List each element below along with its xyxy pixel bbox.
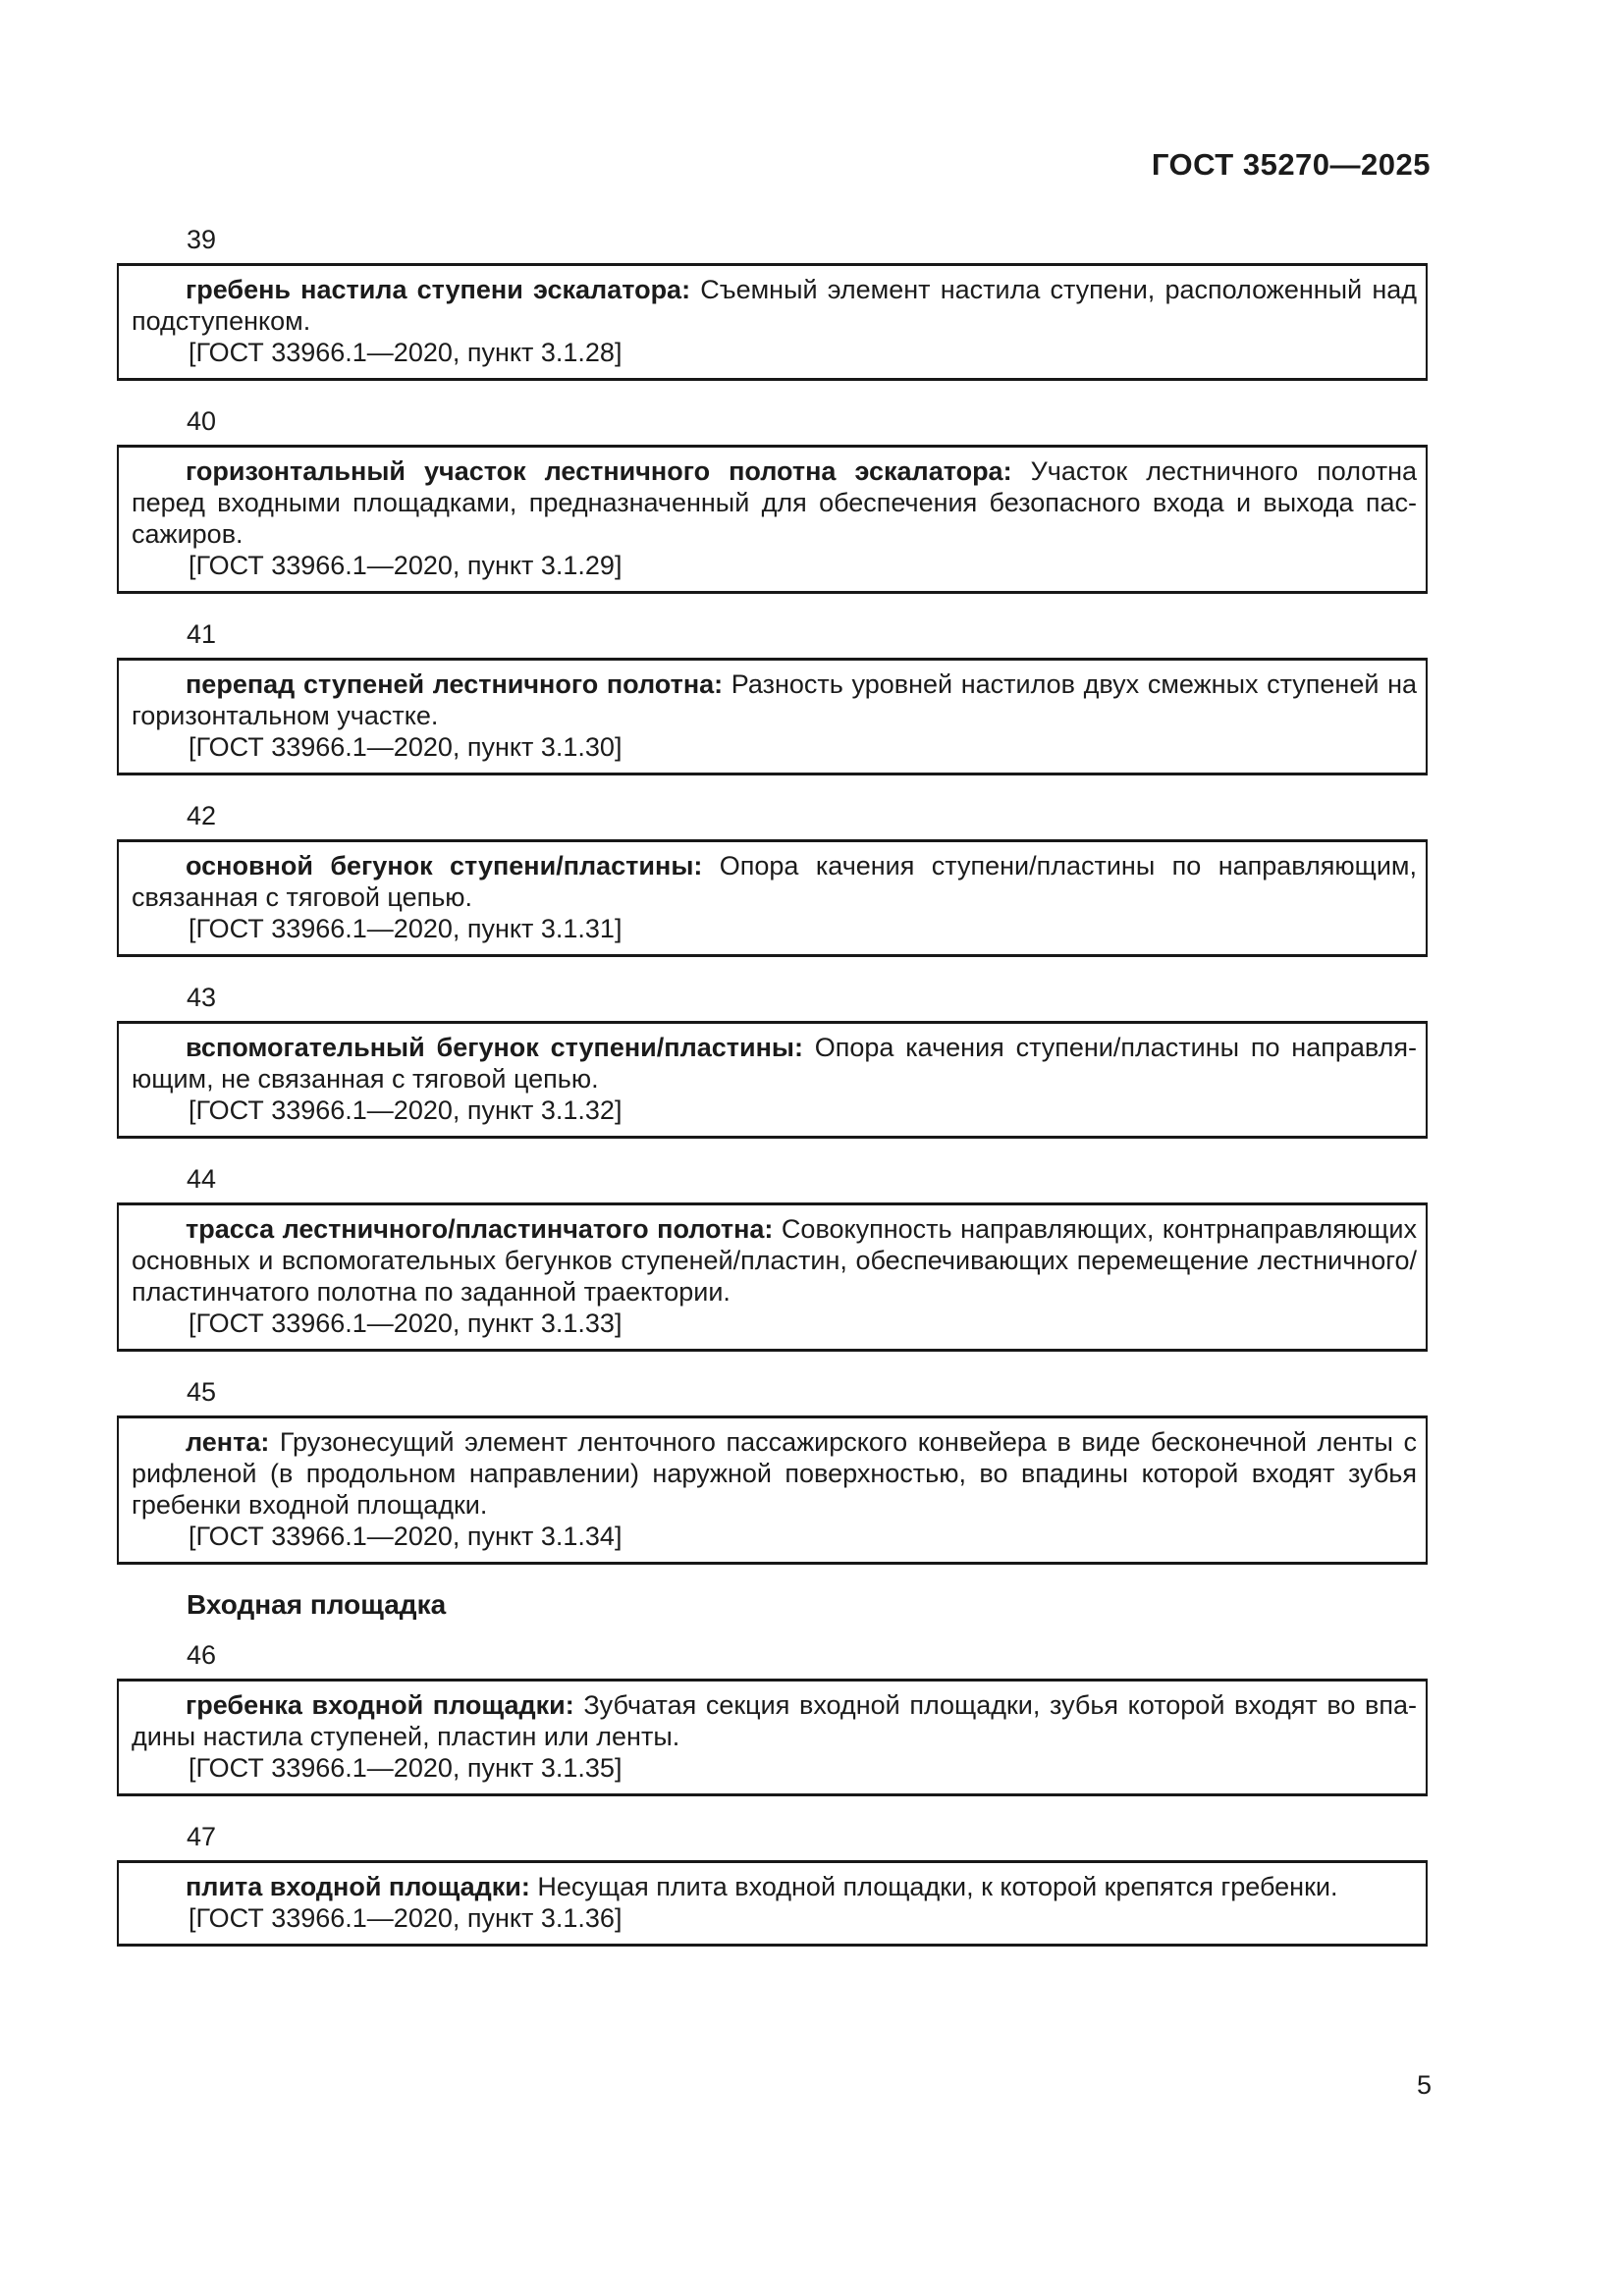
definition-box (117, 1415, 1428, 1565)
item-number: 46 (187, 1640, 217, 1670)
source-reference: [ГОСТ 33966.1—2020, пункт 3.1.28] (189, 338, 623, 367)
term-definition (132, 1032, 1417, 1095)
term-name: трасса лестничного/пластинчатого полотна: (186, 1214, 774, 1244)
source-reference: [ГОСТ 33966.1—2020, пункт 3.1.34] (189, 1522, 623, 1551)
term-item (117, 620, 1428, 775)
item-number: 42 (187, 801, 217, 830)
source-reference: [ГОСТ 33966.1—2020, пункт 3.1.29] (189, 551, 623, 580)
item-number: 47 (187, 1822, 217, 1851)
definition-box (117, 1860, 1428, 1947)
term-name: вспомогательный бегунок ступени/пластины: (186, 1033, 803, 1062)
definition-text: Участок лестничного полотна перед входными площадками, предназначенный для обеспечения безопасного входа и выхода пассажиров. (132, 456, 1418, 549)
section-heading: Входная площадка (187, 1589, 447, 1620)
term-definition (132, 850, 1417, 913)
definition-box (117, 839, 1428, 957)
source-reference: [ГОСТ 33966.1—2020, пункт 3.1.36] (189, 1903, 623, 1933)
source-reference: [ГОСТ 33966.1—2020, пункт 3.1.31] (189, 914, 623, 943)
definition-box (117, 445, 1428, 594)
term-name: гребенка входной площадки: (186, 1690, 574, 1720)
source-reference: [ГОСТ 33966.1—2020, пункт 3.1.35] (189, 1753, 623, 1783)
definition-box (117, 658, 1428, 775)
definition-text: Грузонесущий элемент ленточного пассажирского конвейера в виде бесконечной ленты с рифленой (в продольном направлении) наружной поверхностью, во впадины которой входят зубья гребенки входной площадки. (132, 1427, 1417, 1520)
running-header: ГОСТ 35270—2025 (1151, 147, 1431, 182)
term-definition (132, 668, 1417, 731)
definition-text: Разность уровней настилов двух смежных ступеней на горизонтальном участке. (132, 669, 1418, 730)
term-name: лента: (186, 1427, 270, 1457)
source-reference: [ГОСТ 33966.1—2020, пункт 3.1.32] (189, 1095, 623, 1125)
term-definition (132, 1689, 1417, 1752)
item-number: 41 (187, 619, 217, 649)
term-name: плита входной площадки: (186, 1872, 530, 1901)
term-definition (132, 1426, 1417, 1521)
item-number: 40 (187, 406, 217, 436)
definition-text: Съемный элемент настила ступени, расположенный над подступенком. (132, 275, 1418, 336)
definition-box (117, 1679, 1428, 1796)
source-reference: [ГОСТ 33966.1—2020, пункт 3.1.33] (189, 1308, 623, 1338)
term-definition (132, 1213, 1417, 1308)
item-number: 39 (187, 225, 217, 254)
term-name: горизонтальный участок лестничного полотна эскалатора: (186, 456, 1012, 486)
page-number: 5 (1416, 2070, 1432, 2100)
term-item (117, 407, 1428, 594)
item-number: 43 (187, 983, 217, 1012)
definition-text: Зубчатая секция входной площадки, зубья которой входят во впадины настила ступеней, пластин или ленты. (132, 1690, 1417, 1751)
term-definition (132, 1871, 1417, 1902)
term-name: гребень настила ступени эскалатора: (186, 275, 691, 304)
term-item (117, 1641, 1428, 1796)
definition-box (117, 1202, 1428, 1352)
term-item (117, 802, 1428, 957)
term-item (117, 226, 1428, 381)
definition-text: Несущая плита входной площадки, к которой крепятся гребенки. (529, 1872, 1338, 1901)
term-name: перепад ступеней лестничного полотна: (186, 669, 724, 699)
item-number: 44 (187, 1164, 217, 1194)
term-definition (132, 274, 1417, 337)
term-item (117, 984, 1428, 1139)
definition-box (117, 1021, 1428, 1139)
term-name: основной бегунок ступени/пластины: (186, 851, 703, 881)
terms-section (117, 211, 1428, 1947)
definition-box (117, 263, 1428, 381)
term-item (117, 1165, 1428, 1352)
term-item (117, 1823, 1428, 1947)
term-item (117, 1378, 1428, 1565)
term-definition (132, 455, 1417, 550)
definition-text: Опора качения ступени/пластины по направляющим, не связанная с тяговой цепью. (132, 1033, 1417, 1094)
definition-text: Опора качения ступени/пластины по направляющим, связанная с тяговой цепью. (132, 851, 1417, 912)
source-reference: [ГОСТ 33966.1—2020, пункт 3.1.30] (189, 732, 623, 762)
definition-text: Совокупность направляющих, контрнаправляющих основных и вспомогательных бегунков ступеней/пластин, обеспечивающих перемещение лестничного/пластинчатого полотна по заданной траектории. (132, 1214, 1417, 1307)
item-number: 45 (187, 1377, 217, 1407)
